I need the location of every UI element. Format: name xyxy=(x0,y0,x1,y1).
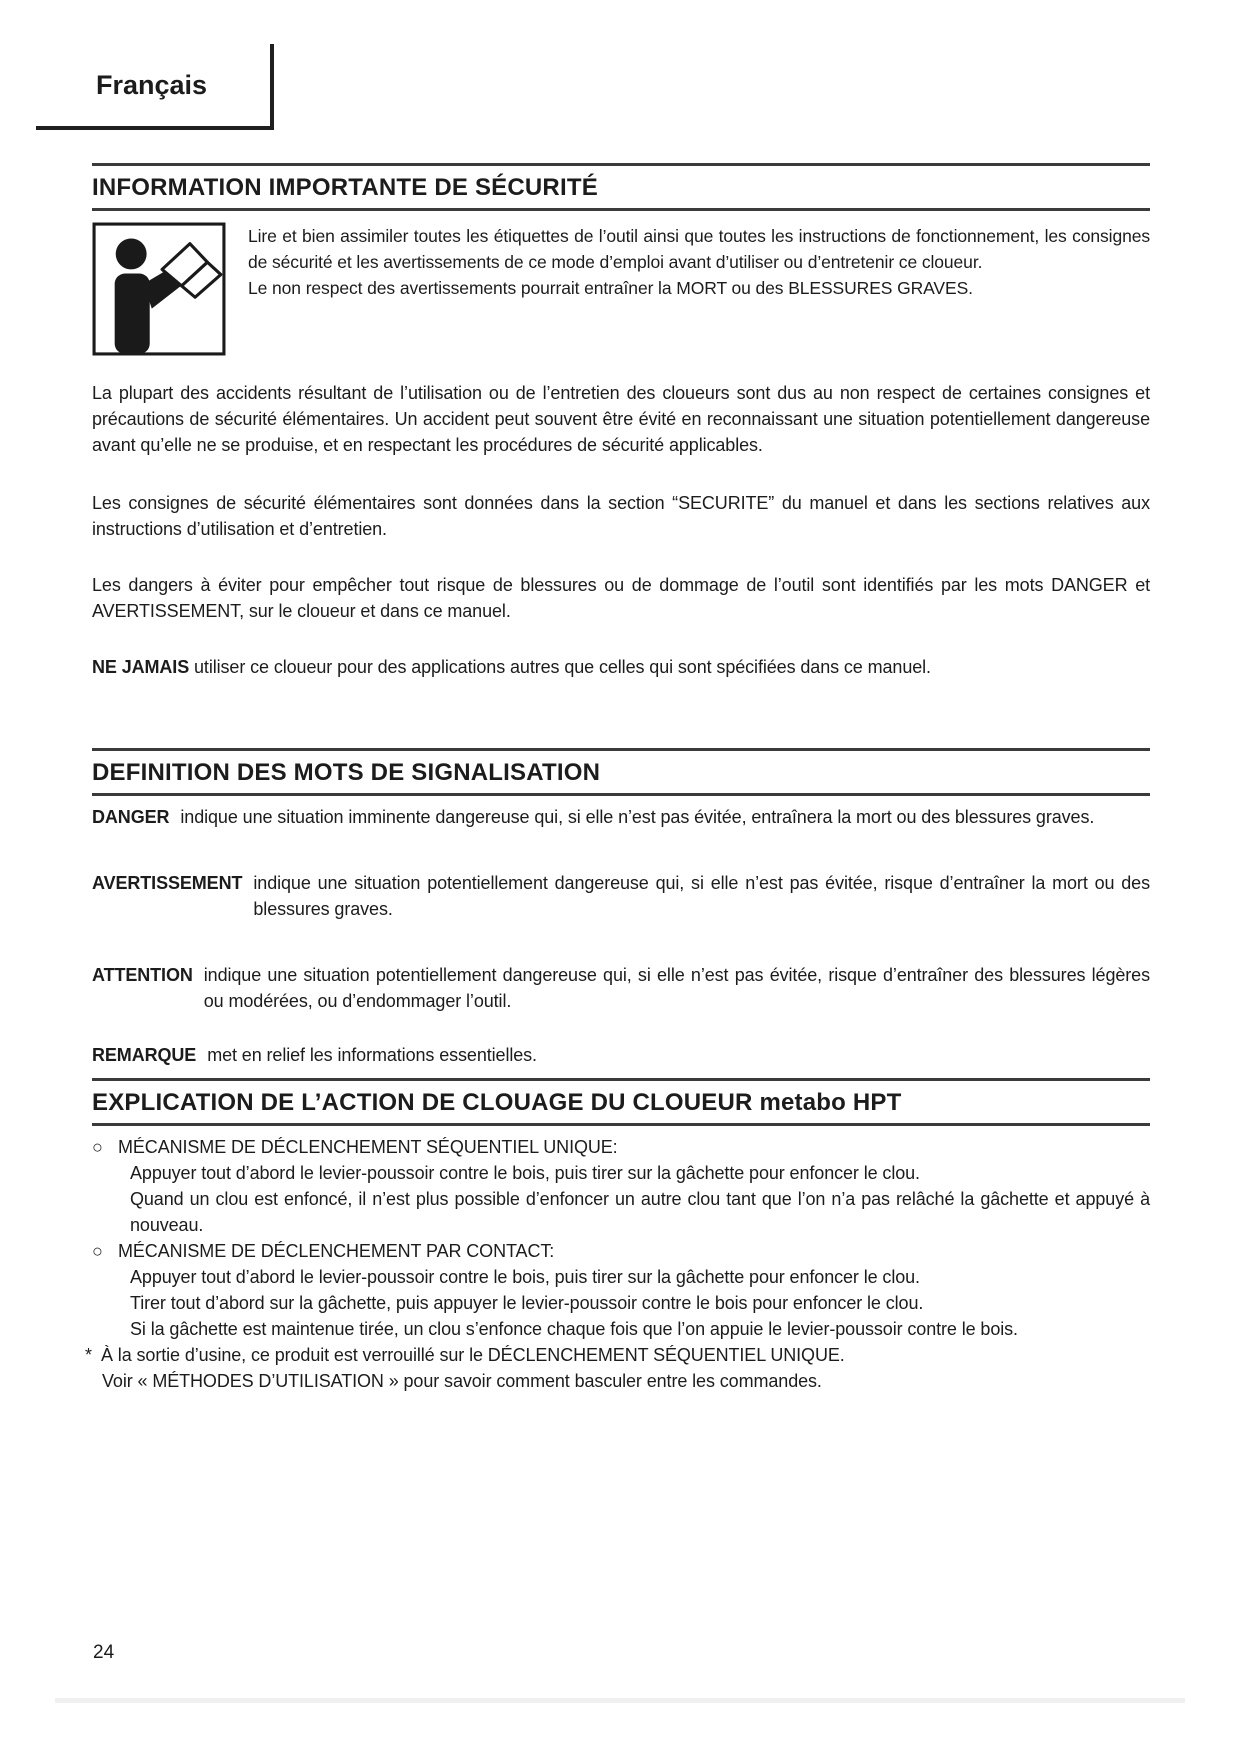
list-item xyxy=(92,1316,1150,1342)
page-number: 24 xyxy=(93,1642,115,1663)
ne-jamais-keyword: NE JAMAIS xyxy=(92,657,190,677)
definition-keyword: ATTENTION xyxy=(92,965,193,985)
definition-text: indique une situation potentiellement dangereuse qui, si elle n’est pas évitée, risque d’entraîner des blessures légères ou modérées, ou d’endommager l’outil. xyxy=(203,965,1150,1011)
footnote xyxy=(92,1368,1150,1394)
page-content xyxy=(85,0,1150,1394)
list-item-text: MÉCANISME DE DÉCLENCHEMENT SÉQUENTIEL UNIQUE: xyxy=(118,1137,618,1157)
definition-attention xyxy=(92,962,1150,1014)
paragraph-accidents: La plupart des accidents résultant de l’utilisation ou de l’entretien des cloueurs sont dus au non respect de certaines consignes et précautions de sécurité élémentaires. Un accident peut souvent être évité en reconnaissant une situation potentiellement dangereuse avant qu’elle ne se produise, et en respectant les procédures de sécurité applicables. xyxy=(92,383,1150,455)
list-item-text: Quand un clou est enfoncé, il n’est plus possible d’enfoncer un autre clou tant que l’on n’a pas relâché la gâchette et appuyé à nouveau. xyxy=(130,1189,1150,1235)
list-item xyxy=(92,1290,1150,1316)
section-title-signal-words: DEFINITION DES MOTS DE SIGNALISATION xyxy=(92,748,1150,796)
list-item-text: Appuyer tout d’abord le levier-poussoir contre le bois, puis tirer sur la gâchette pour enfoncer le clou. xyxy=(130,1267,920,1287)
list-item xyxy=(92,1160,1150,1186)
safety-note-line: Le non respect des avertissements pourrait entraîner la MORT ou des BLESSURES GRAVES. xyxy=(248,278,973,298)
list-item-text: Tirer tout d’abord sur la gâchette, puis appuyer le levier-poussoir contre le bois pour enfoncer le clou. xyxy=(130,1293,924,1313)
list-item xyxy=(92,1238,1150,1264)
nailing-list xyxy=(85,1134,1150,1394)
circle-bullet-icon: ○ xyxy=(92,1137,103,1157)
list-item xyxy=(92,1264,1150,1290)
scan-shadow-line xyxy=(55,1698,1185,1703)
language-label: Français xyxy=(96,69,208,100)
footnote xyxy=(85,1342,1150,1368)
ne-jamais-text: utiliser ce cloueur pour des applications autres que celles qui sont spécifiées dans ce manuel. xyxy=(189,657,931,677)
definition-keyword: DANGER xyxy=(92,807,170,827)
list-item-text: Appuyer tout d’abord le levier-poussoir contre le bois, puis tirer sur la gâchette pour enfoncer le clou. xyxy=(130,1163,920,1183)
definition-avertissement xyxy=(92,870,1150,922)
paragraph-dangers: Les dangers à éviter pour empêcher tout risque de blessures ou de dommage de l’outil sont identifiés par les mots DANGER et AVERTISSEMENT, sur le cloueur et dans ce manuel. xyxy=(92,575,1150,621)
definition-text: indique une situation potentiellement dangereuse qui, si elle n’est pas évitée, risque d’entraîner la mort ou des blessures graves. xyxy=(253,873,1150,919)
list-item xyxy=(92,1186,1150,1238)
list-item xyxy=(92,1134,1150,1160)
safety-note xyxy=(248,222,1150,356)
definition-remarque xyxy=(92,1042,1150,1068)
footnote-text: À la sortie d’usine, ce produit est verrouillé sur le DÉCLENCHEMENT SÉQUENTIEL UNIQUE. xyxy=(101,1345,845,1365)
safety-icon-row xyxy=(92,222,1150,356)
read-manual-icon xyxy=(92,222,226,356)
section-title-nailing-action: EXPLICATION DE L’ACTION DE CLOUAGE DU CLOUEUR metabo HPT xyxy=(92,1078,1150,1126)
safety-note-line: Lire et bien assimiler toutes les étiquettes de l’outil ainsi que toutes les instructions de fonctionnement, les consignes de sécurité et les avertissements de ce mode d’emploi avant d’utiliser ou d’entretenir ce cloueur. xyxy=(248,226,1150,272)
section-title-safety: INFORMATION IMPORTANTE DE SÉCURITÉ xyxy=(92,163,1150,211)
footnote-text: Voir « MÉTHODES D’UTILISATION » pour savoir comment basculer entre les commandes. xyxy=(102,1371,822,1391)
definition-keyword: REMARQUE xyxy=(92,1045,197,1065)
list-item-text: MÉCANISME DE DÉCLENCHEMENT PAR CONTACT: xyxy=(118,1241,555,1261)
definition-danger xyxy=(92,804,1150,830)
definition-keyword: AVERTISSEMENT xyxy=(92,873,243,893)
definition-text: indique une situation imminente dangereuse qui, si elle n’est pas évitée, entraînera la mort ou des blessures graves. xyxy=(180,807,1095,827)
list-item-text: Si la gâchette est maintenue tirée, un clou s’enfonce chaque fois que l’on appuie le levier-poussoir contre le bois. xyxy=(130,1319,1018,1339)
paragraph-ne-jamais xyxy=(92,654,1150,680)
asterisk-marker: * xyxy=(85,1345,92,1365)
definition-text: met en relief les informations essentielles. xyxy=(207,1045,537,1065)
circle-bullet-icon: ○ xyxy=(92,1241,103,1261)
paragraph-consignes: Les consignes de sécurité élémentaires sont données dans la section “SECURITE” du manuel et dans les sections relatives aux instructions d’utilisation et d’entretien. xyxy=(92,493,1150,539)
